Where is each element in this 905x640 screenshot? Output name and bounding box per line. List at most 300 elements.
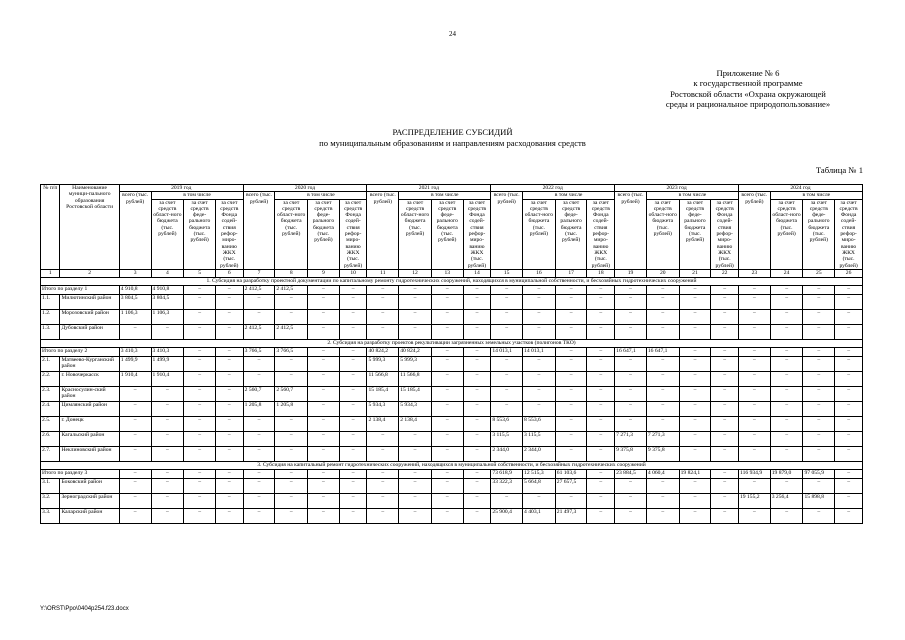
value-cell: –	[523, 294, 556, 309]
value-cell: –	[739, 478, 771, 493]
value-cell: –	[739, 508, 771, 523]
table-row	[41, 493, 863, 508]
value-cell: –	[119, 324, 151, 339]
value-cell: –	[555, 294, 587, 309]
header-source: за счет средств област-ного бюджета (тыс. рублей)	[646, 199, 679, 269]
subsidy-table	[40, 184, 863, 524]
value-cell: –	[523, 324, 556, 339]
value-cell: –	[463, 294, 491, 309]
value-cell: –	[739, 347, 771, 356]
value-cell: 25 900,4	[491, 508, 523, 523]
value-cell: –	[835, 446, 863, 461]
value-cell: –	[739, 324, 771, 339]
value-cell: –	[339, 478, 367, 493]
header-source: за счет средств област-ного бюджета (тыс. рублей)	[399, 199, 432, 269]
value-cell: –	[491, 356, 523, 371]
header-source: за счет средств феде-рального бюджета (тыс. рублей)	[555, 199, 587, 269]
total-row	[41, 347, 863, 356]
header-total: всего (тыс. рублей)	[243, 192, 275, 270]
value-cell: –	[184, 371, 216, 386]
column-number: 13	[431, 269, 463, 277]
header-including: в том числе	[275, 192, 367, 199]
value-cell: –	[275, 446, 308, 461]
value-cell: –	[803, 347, 835, 356]
value-cell: –	[431, 347, 463, 356]
header-source: за счет средств феде-рального бюджета (тыс. рублей)	[803, 199, 835, 269]
value-cell: –	[770, 356, 803, 371]
row-number: 2.2.	[41, 371, 60, 386]
header-including: в том числе	[399, 192, 491, 199]
value-cell: –	[463, 469, 491, 478]
header-source: за счет средств Фонда содей-ствия рефор-миро-ванию ЖКХ (тыс. рублей)	[215, 199, 243, 269]
value-cell: –	[275, 478, 308, 493]
section-row	[41, 339, 863, 347]
header-source: за счет средств Фонда содей-ствия рефор-миро-ванию ЖКХ (тыс. рублей)	[835, 199, 863, 269]
value-cell: –	[463, 493, 491, 508]
value-cell: –	[215, 309, 243, 324]
value-cell: –	[367, 469, 399, 478]
value-cell: –	[615, 416, 647, 431]
value-cell: –	[803, 416, 835, 431]
value-cell: –	[646, 309, 679, 324]
row-name: Зерноградский район	[60, 493, 119, 508]
value-cell: –	[711, 371, 739, 386]
row-name: Итого по разделу 3	[41, 469, 120, 478]
value-cell: –	[431, 285, 463, 294]
value-cell: 2 344,0	[523, 446, 556, 461]
appendix-line: Ростовской области «Охрана окружающей	[670, 88, 826, 99]
value-cell: –	[739, 294, 771, 309]
column-number: 21	[679, 269, 711, 277]
value-cell: –	[523, 493, 556, 508]
value-cell: –	[646, 386, 679, 401]
value-cell: –	[184, 478, 216, 493]
value-cell: –	[803, 508, 835, 523]
row-number: 3.2.	[41, 493, 60, 508]
value-cell: –	[151, 401, 184, 416]
value-cell: –	[119, 508, 151, 523]
value-cell: –	[308, 478, 340, 493]
value-cell: –	[491, 386, 523, 401]
value-cell: –	[646, 356, 679, 371]
value-cell: –	[615, 401, 647, 416]
value-cell: –	[184, 416, 216, 431]
value-cell: –	[803, 285, 835, 294]
value-cell: 16 647,1	[615, 347, 647, 356]
value-cell: –	[646, 493, 679, 508]
value-cell: –	[367, 324, 399, 339]
value-cell: –	[679, 347, 711, 356]
value-cell: –	[151, 469, 184, 478]
value-cell: –	[243, 371, 275, 386]
value-cell: –	[679, 371, 711, 386]
column-number: 7	[243, 269, 275, 277]
value-cell: –	[679, 431, 711, 446]
value-cell: 1 910,4	[119, 371, 151, 386]
value-cell: –	[339, 386, 367, 401]
header-total: всего (тыс. рублей)	[367, 192, 399, 270]
value-cell: 2 344,0	[491, 446, 523, 461]
value-cell: –	[711, 309, 739, 324]
value-cell: –	[835, 356, 863, 371]
value-cell: –	[215, 347, 243, 356]
value-cell: 14 013,1	[523, 347, 556, 356]
value-cell: –	[835, 386, 863, 401]
value-cell: 3 804,5	[151, 294, 184, 309]
value-cell: 33 322,3	[491, 478, 523, 493]
header-source: за счет средств феде-рального бюджета (тыс. рублей)	[679, 199, 711, 269]
value-cell: –	[491, 401, 523, 416]
value-cell: –	[615, 356, 647, 371]
value-cell: –	[555, 446, 587, 461]
table-row	[41, 309, 863, 324]
value-cell: –	[339, 508, 367, 523]
value-cell: –	[803, 401, 835, 416]
value-cell: –	[770, 431, 803, 446]
value-cell: –	[523, 356, 556, 371]
appendix-line: среды и рациональное природопользование»	[665, 99, 831, 110]
value-cell: –	[243, 431, 275, 446]
value-cell: –	[646, 324, 679, 339]
value-cell: –	[151, 478, 184, 493]
value-cell: –	[770, 446, 803, 461]
value-cell: –	[679, 508, 711, 523]
header-number: № п/п	[41, 185, 60, 270]
row-number: 3.3.	[41, 508, 60, 523]
value-cell: –	[587, 294, 615, 309]
value-cell: –	[615, 386, 647, 401]
value-cell: –	[679, 386, 711, 401]
appendix-line: к государственной программе	[693, 78, 803, 89]
column-number: 3	[119, 269, 151, 277]
value-cell: –	[399, 508, 432, 523]
row-name: Каларский район	[60, 508, 119, 523]
value-cell: –	[711, 469, 739, 478]
column-number: 10	[339, 269, 367, 277]
value-cell: –	[587, 347, 615, 356]
value-cell: –	[399, 493, 432, 508]
row-name: Итого по разделу 1	[41, 285, 120, 294]
value-cell: –	[835, 416, 863, 431]
header-including: в том числе	[523, 192, 615, 199]
value-cell: 19 879,0	[770, 469, 803, 478]
value-cell: –	[523, 386, 556, 401]
value-cell: –	[555, 493, 587, 508]
column-number-row	[41, 269, 863, 277]
value-cell: 15 185,4	[399, 386, 432, 401]
value-cell: –	[339, 493, 367, 508]
value-cell: –	[399, 478, 432, 493]
value-cell: 1 205,8	[243, 401, 275, 416]
value-cell: –	[587, 416, 615, 431]
value-cell: –	[463, 371, 491, 386]
value-cell: –	[367, 493, 399, 508]
table-row	[41, 294, 863, 309]
value-cell: –	[151, 493, 184, 508]
value-cell: 4 910,8	[119, 285, 151, 294]
value-cell: –	[151, 386, 184, 401]
table-row	[41, 401, 863, 416]
header-source: за счет средств област-ного бюджета (тыс. рублей)	[770, 199, 803, 269]
value-cell: 2 138,4	[367, 416, 399, 431]
value-cell: –	[215, 294, 243, 309]
value-cell: –	[770, 371, 803, 386]
column-number: 8	[275, 269, 308, 277]
column-number: 19	[615, 269, 647, 277]
value-cell: –	[463, 285, 491, 294]
value-cell: –	[215, 478, 243, 493]
value-cell: –	[491, 294, 523, 309]
value-cell: –	[770, 478, 803, 493]
value-cell: –	[308, 347, 340, 356]
row-number: 2.4.	[41, 401, 60, 416]
value-cell: –	[308, 371, 340, 386]
value-cell: 2 412,5	[243, 285, 275, 294]
value-cell: 1 499,9	[151, 356, 184, 371]
value-cell: –	[555, 386, 587, 401]
header-year: 2019 год	[119, 185, 243, 192]
value-cell: –	[679, 285, 711, 294]
value-cell: 3 115,5	[491, 431, 523, 446]
value-cell: 61 103,6	[555, 469, 587, 478]
total-row	[41, 285, 863, 294]
value-cell: –	[587, 508, 615, 523]
value-cell: –	[463, 386, 491, 401]
value-cell: –	[679, 416, 711, 431]
value-cell: –	[711, 493, 739, 508]
column-number: 4	[151, 269, 184, 277]
value-cell: –	[243, 493, 275, 508]
column-number: 5	[184, 269, 216, 277]
value-cell: –	[215, 416, 243, 431]
table-row	[41, 416, 863, 431]
value-cell: 15 898,8	[803, 493, 835, 508]
value-cell: –	[431, 401, 463, 416]
header-year: 2021 год	[367, 185, 491, 192]
value-cell: –	[835, 309, 863, 324]
value-cell: –	[308, 294, 340, 309]
value-cell: 4 403,1	[523, 508, 556, 523]
column-number: 14	[463, 269, 491, 277]
value-cell: –	[711, 431, 739, 446]
value-cell: 2 560,7	[243, 386, 275, 401]
value-cell: –	[119, 493, 151, 508]
value-cell: –	[308, 493, 340, 508]
value-cell: 1 499,9	[119, 356, 151, 371]
value-cell: –	[431, 324, 463, 339]
row-name: Итого по разделу 2	[41, 347, 120, 356]
value-cell: –	[615, 508, 647, 523]
value-cell: –	[308, 401, 340, 416]
header-source: за счет средств област-ного бюджета (тыс. рублей)	[151, 199, 184, 269]
value-cell: –	[803, 386, 835, 401]
value-cell: –	[646, 478, 679, 493]
value-cell: –	[803, 478, 835, 493]
value-cell: –	[770, 508, 803, 523]
value-cell: –	[711, 508, 739, 523]
value-cell: –	[835, 371, 863, 386]
value-cell: –	[523, 309, 556, 324]
value-cell: –	[215, 285, 243, 294]
value-cell: –	[184, 356, 216, 371]
value-cell: –	[184, 469, 216, 478]
value-cell: –	[431, 431, 463, 446]
table-label: Таблица № 1	[815, 165, 863, 175]
value-cell: 2 412,5	[243, 324, 275, 339]
value-cell: –	[308, 416, 340, 431]
table-row	[41, 478, 863, 493]
value-cell: 1 106,3	[119, 309, 151, 324]
value-cell: –	[215, 371, 243, 386]
value-cell: –	[587, 324, 615, 339]
value-cell: –	[770, 294, 803, 309]
row-number: 2.5.	[41, 416, 60, 431]
value-cell: –	[275, 309, 308, 324]
value-cell: –	[367, 294, 399, 309]
value-cell: 15 185,4	[367, 386, 399, 401]
value-cell: 11 566,8	[367, 371, 399, 386]
value-cell: 3 410,3	[119, 347, 151, 356]
row-name: г. Донецк	[60, 416, 119, 431]
appendix-block	[633, 68, 863, 110]
document-title-block	[0, 127, 905, 149]
value-cell: –	[243, 309, 275, 324]
table-row	[41, 324, 863, 339]
value-cell: –	[463, 347, 491, 356]
header-total: всего (тыс. рублей)	[119, 192, 151, 270]
value-cell: 7 271,3	[615, 431, 647, 446]
value-cell: –	[711, 446, 739, 461]
value-cell: –	[215, 324, 243, 339]
value-cell: –	[646, 285, 679, 294]
value-cell: –	[215, 431, 243, 446]
value-cell: –	[339, 309, 367, 324]
row-name: Кагальский район	[60, 431, 119, 446]
value-cell: –	[615, 309, 647, 324]
section-title: 3. Субсидия на капитальный ремонт гидротехнических сооружений, находящихся в муниципальной собственности, и бесхозяйных гидротехнических сооружений	[41, 461, 863, 469]
value-cell: 5 999,3	[367, 356, 399, 371]
value-cell: 3 410,3	[151, 347, 184, 356]
value-cell: 23 884,5	[615, 469, 647, 478]
value-cell: –	[184, 285, 216, 294]
value-cell: 8 553,6	[491, 416, 523, 431]
column-number: 1	[41, 269, 60, 277]
header-source: за счет средств област-ного бюджета (тыс. рублей)	[275, 199, 308, 269]
value-cell: –	[679, 294, 711, 309]
value-cell: –	[711, 416, 739, 431]
table-header	[41, 185, 863, 270]
value-cell: –	[431, 371, 463, 386]
value-cell: –	[243, 416, 275, 431]
row-number: 1.2.	[41, 309, 60, 324]
value-cell: –	[555, 371, 587, 386]
appendix-line: Приложение № 6	[716, 68, 780, 78]
value-cell: –	[431, 446, 463, 461]
value-cell: 1 106,3	[151, 309, 184, 324]
value-cell: –	[275, 508, 308, 523]
value-cell: 3 115,5	[523, 431, 556, 446]
value-cell: –	[491, 371, 523, 386]
value-cell: –	[151, 324, 184, 339]
header-name: Наименование муници-пального образования Ростовской области	[60, 185, 119, 270]
value-cell: –	[431, 309, 463, 324]
value-cell: 11 566,8	[399, 371, 432, 386]
value-cell: –	[587, 371, 615, 386]
header-source: за счет средств Фонда содей-ствия рефор-миро-ванию ЖКХ (тыс. рублей)	[587, 199, 615, 269]
row-name: Дубовский район	[60, 324, 119, 339]
value-cell: –	[308, 285, 340, 294]
value-cell: –	[523, 285, 556, 294]
value-cell: –	[119, 431, 151, 446]
value-cell: –	[739, 401, 771, 416]
value-cell: –	[679, 401, 711, 416]
value-cell: –	[463, 356, 491, 371]
column-number: 6	[215, 269, 243, 277]
value-cell: –	[184, 309, 216, 324]
value-cell: –	[151, 446, 184, 461]
value-cell: 19 155,2	[739, 493, 771, 508]
value-cell: –	[215, 469, 243, 478]
value-cell: –	[275, 469, 308, 478]
value-cell: –	[184, 508, 216, 523]
row-number: 2.1.	[41, 356, 60, 371]
section-title: 2. Субсидия на разработку проектов рекультивации загрязненных земельных участков (полигонов ТКО)	[41, 339, 863, 347]
value-cell: 5 934,3	[399, 401, 432, 416]
value-cell: –	[339, 431, 367, 446]
header-year: 2023 год	[615, 185, 739, 192]
value-cell: –	[615, 294, 647, 309]
value-cell: –	[491, 285, 523, 294]
value-cell: 4 060,4	[646, 469, 679, 478]
value-cell: –	[367, 309, 399, 324]
header-year: 2024 год	[739, 185, 863, 192]
value-cell: 12 515,3	[523, 469, 556, 478]
header-source: за счет средств феде-рального бюджета (тыс. рублей)	[184, 199, 216, 269]
value-cell: –	[739, 386, 771, 401]
value-cell: –	[739, 446, 771, 461]
value-cell: –	[339, 324, 367, 339]
document-title: РАСПРЕДЕЛЕНИЕ СУБСИДИЙ	[392, 127, 513, 137]
value-cell: –	[835, 285, 863, 294]
value-cell: 40 824,2	[399, 347, 432, 356]
column-number: 18	[587, 269, 615, 277]
table-row	[41, 446, 863, 461]
value-cell: –	[803, 309, 835, 324]
value-cell: –	[367, 431, 399, 446]
value-cell: –	[770, 285, 803, 294]
value-cell: –	[615, 285, 647, 294]
value-cell: 5 999,3	[399, 356, 432, 371]
row-name: г. Новочеркасск	[60, 371, 119, 386]
value-cell: –	[555, 285, 587, 294]
value-cell: 16 647,1	[646, 347, 679, 356]
value-cell: –	[119, 401, 151, 416]
value-cell: –	[587, 356, 615, 371]
value-cell: 3 766,5	[243, 347, 275, 356]
value-cell: –	[463, 508, 491, 523]
value-cell: –	[463, 478, 491, 493]
value-cell: –	[803, 324, 835, 339]
value-cell: –	[835, 294, 863, 309]
value-cell: –	[431, 508, 463, 523]
value-cell: –	[243, 508, 275, 523]
value-cell: –	[711, 294, 739, 309]
value-cell: –	[615, 493, 647, 508]
value-cell: –	[119, 386, 151, 401]
value-cell: –	[243, 478, 275, 493]
row-number: 1.3.	[41, 324, 60, 339]
header-including: в том числе	[770, 192, 862, 199]
